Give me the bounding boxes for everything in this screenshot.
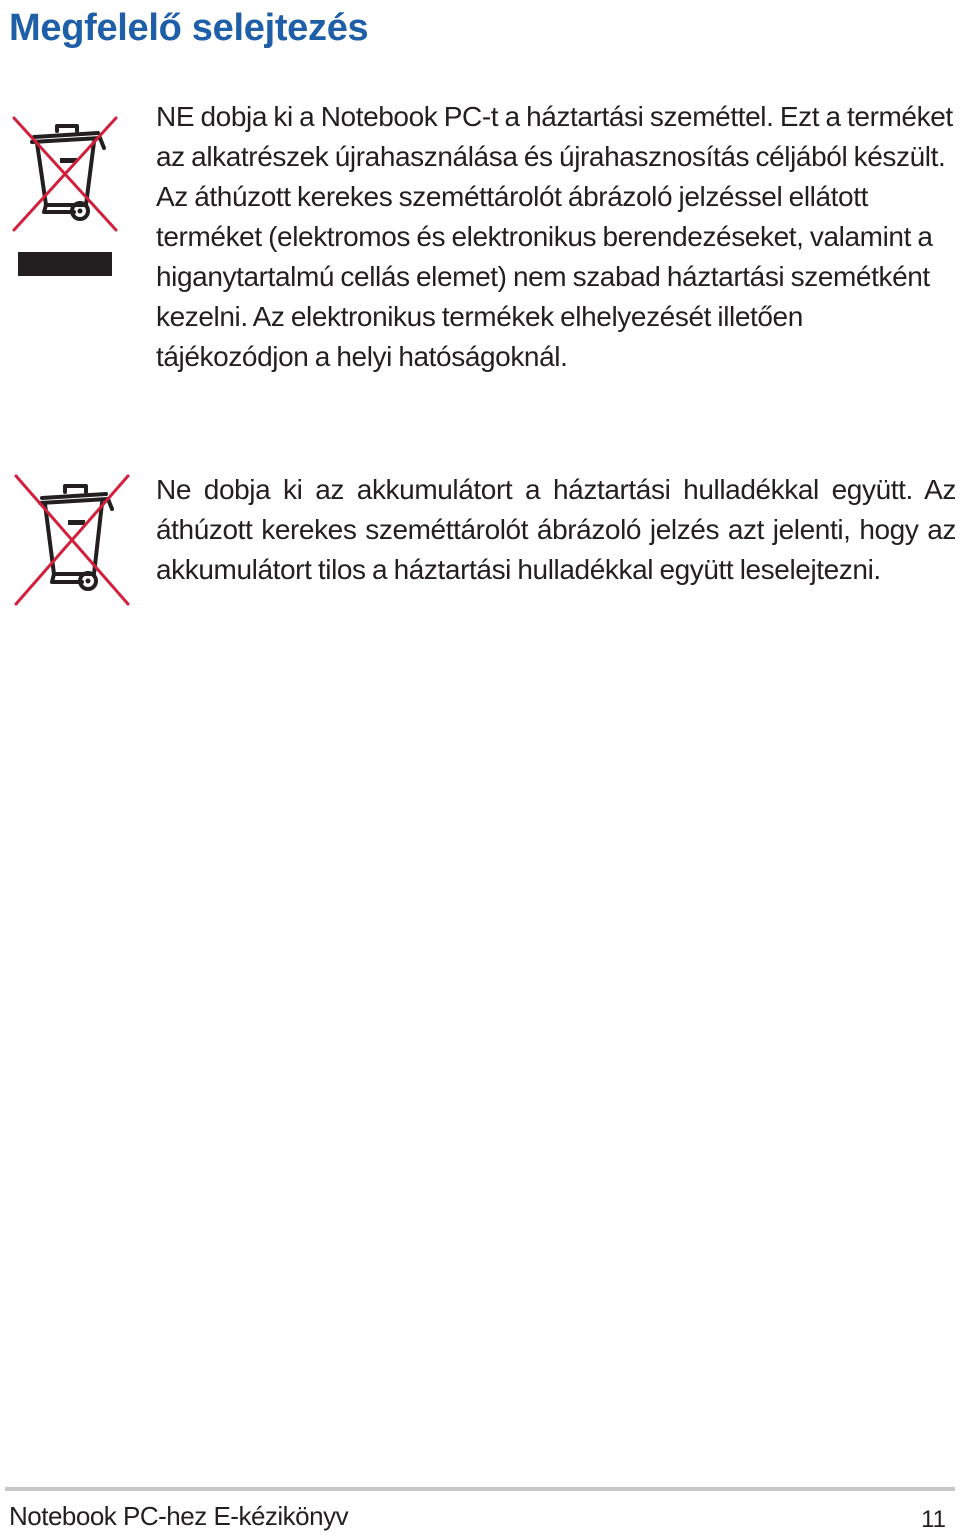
page-title: Megfelelő selejtezés (9, 7, 369, 49)
crossed-out-wheelie-bin-icon (10, 112, 122, 236)
footer-title: Notebook PC-hez E-kézikönyv (9, 1501, 349, 1531)
crossed-out-wheelie-bin-icon (10, 470, 134, 610)
page-number: 11 (921, 1506, 946, 1533)
footer-divider (5, 1487, 955, 1491)
disposal-paragraph-battery: Ne dobja ki az akkumulátort a háztartási hulladékkal együtt. Az áthúzott kerekes szeméttárolót ábrázoló jelzés azt jelenti, hogy az akkumulátort tilos a háztartási hulladékkal együtt leselejtezni. (156, 474, 956, 585)
solid-bar-marking (18, 252, 112, 276)
disposal-paragraph-notebook: NE dobja ki a Notebook PC-t a háztartási szeméttel. Ezt a terméket az alkatrészek újrahasználása és újrahasznosítás céljából készült. Az áthúzott kerekes szeméttárolót ábrázoló jelzéssel ellátott terméket (elektromos és elektronikus berendezéseket, valamint a higanytartalmú cellás elemet) nem szabad háztartási szemétként kezelni. Az elektronikus termékek elhelyezését illetően tájékozódjon a helyi hatóságoknál. (156, 101, 953, 372)
